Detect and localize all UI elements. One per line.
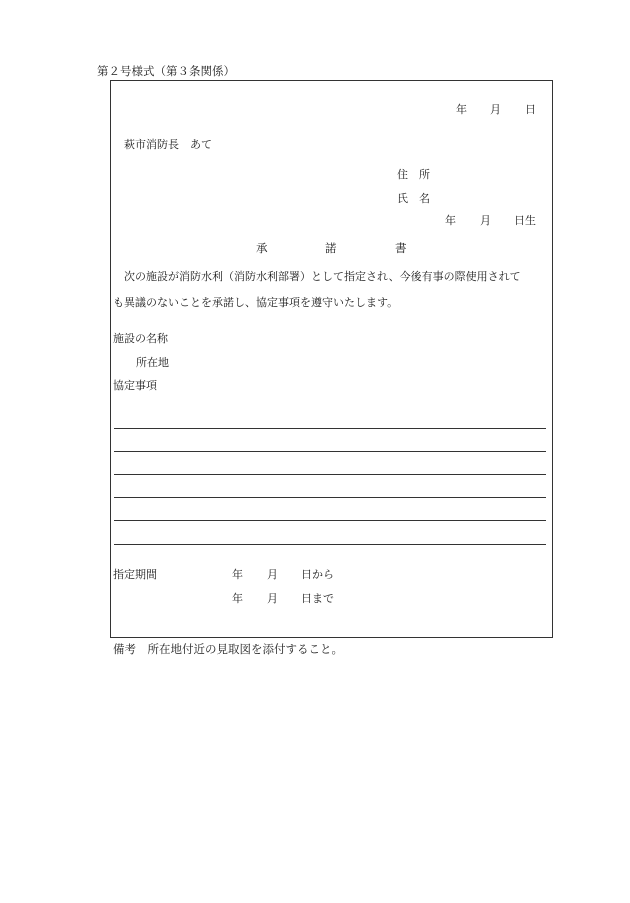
document-title-char-3: 書 [395,241,407,255]
name-label: 氏 名 [397,192,430,205]
agreement-writing-line [114,520,546,521]
agreement-writing-line [114,544,546,545]
document-title-char-2: 諾 [325,241,337,255]
document-title-char-1: 承 [256,241,268,255]
statement-line-1: 次の施設が消防水利（消防水利部署）として指定され、今後有事の際使用されて [124,270,521,283]
form-number: 第２号様式（第３条関係） [97,64,235,78]
form-frame [110,80,553,638]
birth-year-label: 年 [445,214,456,227]
birth-day-label: 日生 [514,214,536,227]
period-to-year-label: 年 [232,592,243,605]
agreement-writing-line [114,451,546,452]
agreement-writing-line [114,497,546,498]
remarks-note: 備考 所在地付近の見取図を添付すること。 [113,642,343,656]
date-day-label: 日 [525,103,536,116]
period-to-day-label: 日まで [301,592,334,605]
addressee: 萩市消防長 あて [124,138,212,151]
designation-period-label: 指定期間 [113,568,157,581]
facility-name-label: 施設の名称 [113,332,168,345]
period-to-month-label: 月 [267,592,278,605]
address-label: 住 所 [397,168,430,181]
birth-month-label: 月 [480,214,491,227]
location-label: 所在地 [136,356,169,369]
agreement-writing-line [114,428,546,429]
period-from-month-label: 月 [267,568,278,581]
period-from-day-label: 日から [301,568,334,581]
agreement-terms-label: 協定事項 [113,379,157,392]
date-year-label: 年 [456,103,467,116]
statement-line-2: も異議のないことを承諾し、協定事項を遵守いたします。 [113,296,399,309]
period-from-year-label: 年 [232,568,243,581]
agreement-writing-line [114,474,546,475]
date-month-label: 月 [490,103,501,116]
